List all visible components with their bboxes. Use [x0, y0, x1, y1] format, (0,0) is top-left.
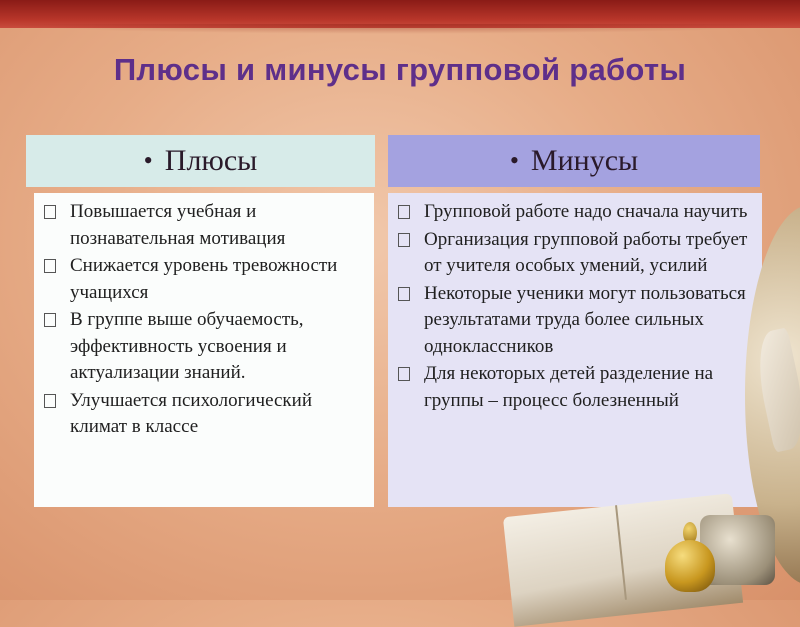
bullet-dot-icon: • [509, 146, 519, 175]
list-item [396, 281, 752, 361]
list-item [396, 199, 752, 226]
checkbox-bullet-icon [44, 259, 56, 273]
cons-list-panel [388, 193, 762, 507]
pros-list-panel [34, 193, 374, 507]
checkbox-bullet-icon [398, 205, 410, 219]
list-item-text: Для некоторых детей разделение на группы – процесс болезненный [424, 363, 714, 411]
list-item [396, 361, 752, 414]
pros-header [26, 135, 375, 187]
checkbox-bullet-icon [44, 313, 56, 327]
list-item-text: В группе выше обучаемость, эффективность усвоения и актуализации знаний. [70, 309, 304, 383]
checkbox-bullet-icon [398, 233, 410, 247]
pros-list [42, 199, 364, 441]
cons-header-label: Минусы [530, 144, 639, 177]
list-item [42, 199, 364, 252]
pros-header-label: Плюсы [164, 144, 258, 177]
list-item [42, 307, 364, 387]
list-item [396, 227, 752, 280]
list-item [42, 388, 364, 441]
top-decorative-band [0, 0, 800, 28]
list-item-text: Снижается уровень тревожности учащихся [70, 255, 338, 303]
list-item [42, 253, 364, 306]
list-item-text: Повышается учебная и познавательная мотивация [70, 201, 286, 249]
cons-list [396, 199, 752, 414]
checkbox-bullet-icon [398, 287, 410, 301]
cons-header [388, 135, 760, 187]
checkbox-bullet-icon [398, 367, 410, 381]
checkbox-bullet-icon [44, 394, 56, 408]
list-item-text: Улучшается психологический климат в классе [70, 389, 312, 437]
list-item-text: Организация групповой работы требует от учителя особых умений, усилий [424, 228, 748, 276]
bullet-dot-icon: • [143, 146, 153, 175]
bell-decoration [665, 540, 715, 592]
list-item-text: Групповой работе надо сначала научить [424, 201, 748, 222]
list-item-text: Некоторые ученики могут пользоваться результатами труда более сильных одноклассников [424, 282, 746, 357]
checkbox-bullet-icon [44, 205, 56, 219]
slide-title: Плюсы и минусы групповой работы [113, 52, 687, 87]
